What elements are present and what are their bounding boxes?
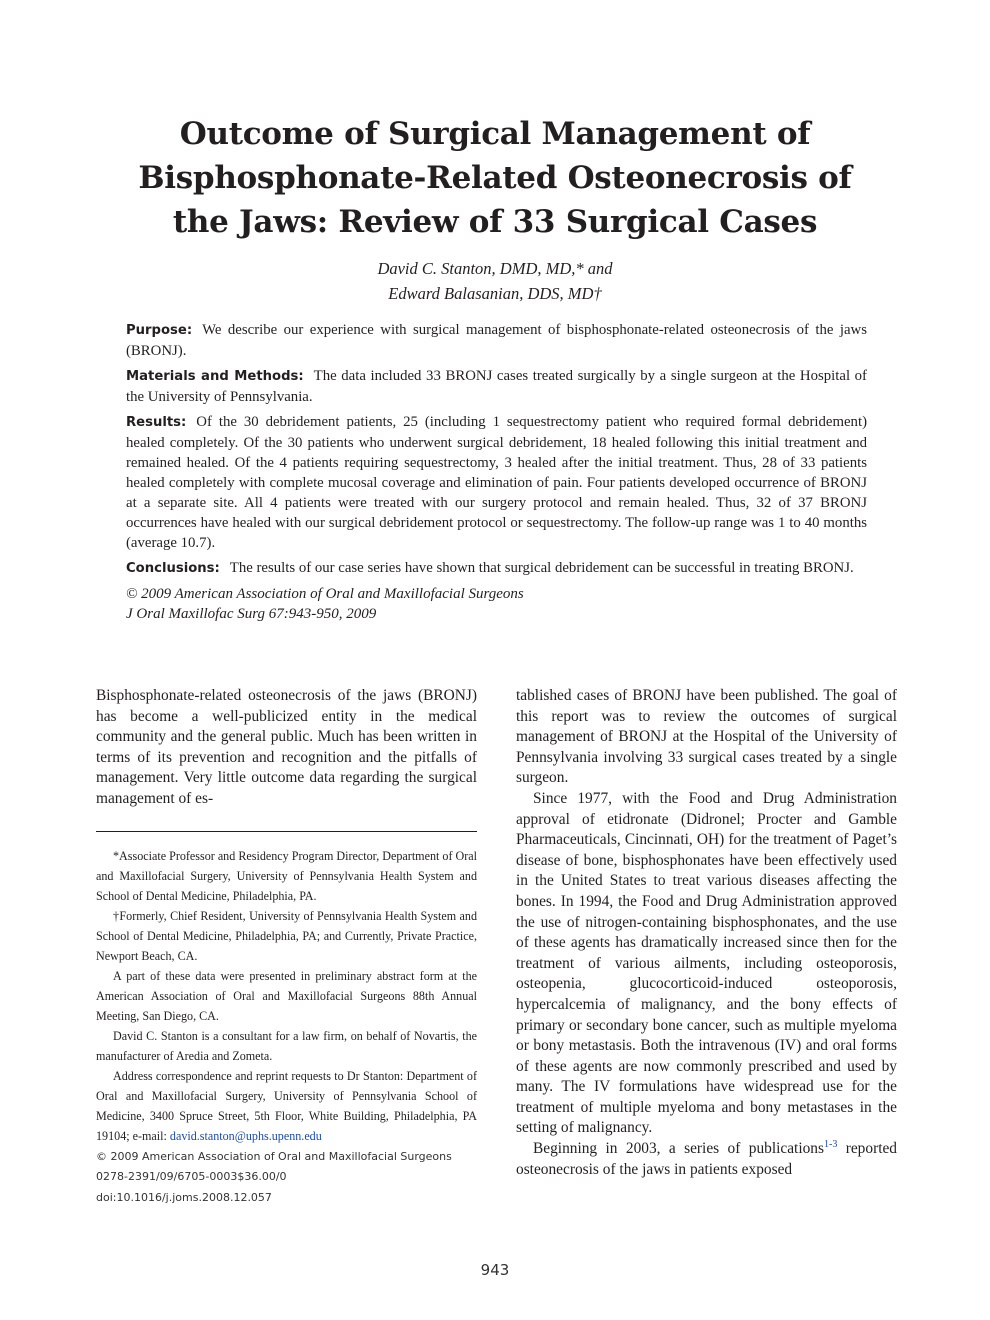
conclusions-label: Conclusions: [126,561,220,576]
footnote-disclosure: David C. Stanton is a consultant for a law firm, on behalf of Novartis, the manufacturer of Aredia and Zometa. [96,1029,477,1063]
email-link[interactable]: david.stanton@uphs.upenn.edu [169,1129,322,1143]
footnote-doi: doi:10.1016/j.joms.2008.12.057 [96,1191,272,1204]
methods-text: The data included 33 BRONJ cases treated surgically by a single surgeon at the Hospital of the University of Pennsylvania. [126,368,867,405]
results-label: Results: [126,415,187,430]
methods-label: Materials and Methods: [126,369,304,384]
reference-link[interactable]: 1-3 [823,1138,838,1150]
footnote-issn: 0278-2391/09/6705-0003$36.00/0 [96,1170,287,1183]
title-line-2: Bisphosphonate-Related Osteonecrosis of [138,160,852,196]
footnote-divider [96,831,477,832]
title-line-1: Outcome of Surgical Management of [179,116,811,152]
footnote-copyright: © 2009 American Association of Oral and Maxillofacial Surgeons [96,1150,452,1163]
body-paragraph-aim: tablished cases of BRONJ have been published. The goal of this report was to review the outcomes of surgical management of BRONJ at the Hospital of the University of Pennsylvania involving 33 surgical cases treated by a single surgeon. [516,687,897,787]
author-line-1: David C. Stanton, DMD, MD,* and [377,259,613,278]
journal-citation: J Oral Maxillofac Surg 67:943-950, 2009 [126,606,377,622]
article-title [90,112,900,244]
footnote-presentation: A part of these data were presented in preliminary abstract form at the American Association of Oral and Maxillofacial Surgeons 88th Annual Meeting, San Diego, CA. [96,969,477,1023]
correspondence-text: Address correspondence and reprint requests to Dr Stanton: Department of Oral and Maxillofacial Surgery, University of Pennsylvania School of Medicine, 3400 Spruce Street, 5th Floor, White Building, Philadelphia, PA 19104; e-mail: [96,1069,477,1143]
body-paragraph-intro: Bisphosphonate-related osteonecrosis of the jaws (BRONJ) has become a well-publicized entity in the medical community and the general public. Much has been written in terms of its prevention and recognition and the pitfalls of management. Very little outcome data regarding the surgical management of es- [96,687,477,807]
publications-text-end: reported osteonecrosis of the jaws in patients exposed [516,1140,897,1178]
footnote-affiliation-2: †Formerly, Chief Resident, University of Pennsylvania Health System and School of Dental Medicine, Philadelphia, PA; and Currently, Private Practice, Newport Beach, CA. [96,909,477,963]
title-line-3: the Jaws: Review of 33 Surgical Cases [172,204,818,240]
body-column-left [96,686,477,810]
author-line-2: Edward Balasanian, DDS, MD† [388,284,602,303]
body-paragraph-publications [516,1139,897,1180]
footnote-correspondence [96,1066,477,1146]
purpose-text: We describe our experience with surgical management of bisphosphonate-related osteonecrosis of the jaws (BRONJ). [126,322,867,359]
body-column-right [516,686,897,1180]
purpose-label: Purpose: [126,323,193,338]
results-text: Of the 30 debridement patients, 25 (including 1 sequestrectomy patient who required formal debridement) healed completely. Of the 30 patients who underwent surgical debridement, 18 healed following this initial treatment and remained healed. Of the 4 patients requiring sequestrectomy, 3 healed after the initial treatment. Thus, 28 of 33 patients healed completely with complete mucosal coverage and elimination of pain. Four patients developed occurrence of BRONJ at a separate site. All 4 patients were treated with our surgery protocol and remain healed. Thus, 32 of 37 BRONJ occurrences have healed with our surgical debridement protocol or sequestrectomy. The follow-up range was 1 to 40 months (average 10.7). [126,414,867,551]
page-number: 943 [480,1261,510,1279]
footnotes [96,846,477,1209]
abstract-conclusions [126,558,867,579]
abstract-copyright: © 2009 American Association of Oral and Maxillofacial Surgeons [126,586,524,602]
abstract-purpose [126,320,867,361]
conclusions-text: The results of our case series have shown that surgical debridement can be successful in treating BRONJ. [229,560,854,576]
body-paragraph-history: Since 1977, with the Food and Drug Administration approval of etidronate (Didronel; Procter and Gamble Pharmaceuticals, Cincinnati, OH) for the treatment of Paget’s disease of bone, bisphosphonates have been effectively used in the United States to treat various diseases affecting the bones. In 1994, the Food and Drug Administration approved the use of nitrogen-containing bisphosphonates, and the use of these agents has dramatically increased since then for the treatment of various ailments, including osteoporosis, osteopenia, glucocorticoid-induced osteoporosis, hypercalcemia of malignancy, and the bony effects of primary or secondary bone cancer, such as multiple myeloma or bony metastasis. Both the intravenous (IV) and oral forms of these agents are now commonly prescribed and used by many. The IV formulations have widespread use for the treatment of multiple myeloma and bony metastases in the setting of malignancy. [516,789,897,1137]
publications-text-start: Beginning in 2003, a series of publications [533,1140,824,1158]
abstract-methods [126,366,867,407]
abstract [126,320,867,624]
abstract-results [126,412,867,553]
footnote-affiliation-1: *Associate Professor and Residency Program Director, Department of Oral and Maxillofacial Surgery, University of Pennsylvania Health System and School of Dental Medicine, Philadelphia, PA. [96,849,477,903]
author-list [90,256,900,306]
